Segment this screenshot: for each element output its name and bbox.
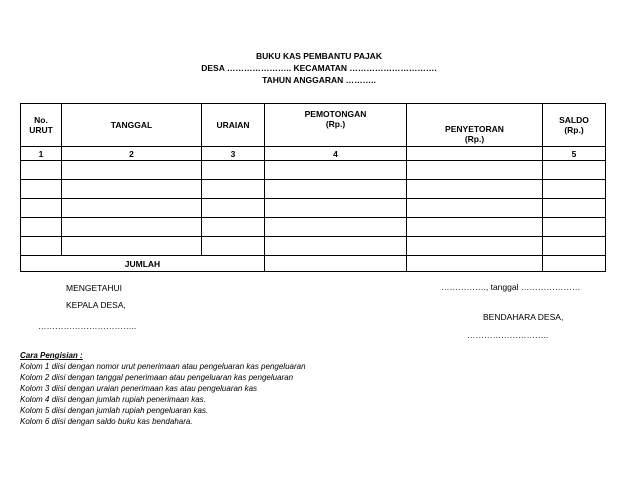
column-number: 4 (265, 147, 407, 161)
table-header-row (21, 104, 606, 147)
table-cell[interactable] (21, 218, 62, 237)
col-header-tanggal: TANGGAL (62, 104, 202, 147)
kepala-desa-signature-line: …………………………….. (38, 321, 137, 331)
table-cell[interactable] (407, 237, 543, 256)
table-cell[interactable] (265, 180, 407, 199)
total-row (21, 256, 606, 272)
table-cell[interactable] (21, 199, 62, 218)
table-cell[interactable] (543, 237, 606, 256)
column-number: 2 (62, 147, 202, 161)
table-cell[interactable] (407, 199, 543, 218)
table-cell[interactable] (543, 218, 606, 237)
table-row (21, 180, 606, 199)
table-cell[interactable] (62, 237, 202, 256)
table-row (21, 237, 606, 256)
instruction-line: Kolom 1 diisi dengan nomor urut penerimaan atau pengeluaran kas pengeluaran (20, 362, 306, 371)
table-cell[interactable] (407, 180, 543, 199)
mengetahui-label: MENGETAHUI (66, 283, 123, 293)
column-number: 1 (21, 147, 62, 161)
total-label: JUMLAH (21, 256, 265, 272)
instruction-line: Kolom 5 diisi dengan jumlah rupiah pengeluaran kas. (20, 406, 209, 415)
total-saldo-cell[interactable] (543, 256, 606, 272)
table-cell[interactable] (202, 218, 265, 237)
column-number (407, 147, 543, 161)
table-row (21, 218, 606, 237)
col-header-pemotongan: PEMOTONGAN (Rp.) (265, 104, 407, 147)
table-cell[interactable] (62, 161, 202, 180)
tahun-anggaran-line: TAHUN ANGGARAN ……….. (262, 75, 376, 85)
table-cell[interactable] (202, 180, 265, 199)
column-number: 3 (202, 147, 265, 161)
table-cell[interactable] (21, 237, 62, 256)
table-row (21, 161, 606, 180)
table-cell[interactable] (543, 161, 606, 180)
table-cell[interactable] (543, 199, 606, 218)
table-cell[interactable] (407, 218, 543, 237)
column-number-row (21, 147, 606, 161)
table-cell[interactable] (202, 161, 265, 180)
document-title: BUKU KAS PEMBANTU PAJAK (256, 51, 382, 61)
table-cell[interactable] (62, 199, 202, 218)
instruction-line: Kolom 4 diisi dengan jumlah rupiah penerimaan kas. (20, 395, 206, 404)
col-header-saldo: SALDO (Rp.) (543, 104, 606, 147)
col-header-penyetoran: PENYETORAN (Rp.) (407, 104, 543, 147)
instruction-line: Kolom 3 diisi dengan uraian penerimaan kas atau pengeluaran kas (20, 384, 258, 393)
table-cell[interactable] (202, 237, 265, 256)
table-cell[interactable] (543, 180, 606, 199)
table-cell[interactable] (265, 237, 407, 256)
ledger-table (20, 103, 606, 272)
bendahara-signature-line: ……………………….. (467, 330, 549, 340)
col-header-no-urut: No. URUT (21, 104, 62, 147)
instruction-line: Kolom 6 diisi dengan saldo buku kas bendahara. (20, 417, 193, 426)
col-header-uraian: URAIAN (202, 104, 265, 147)
table-row (21, 199, 606, 218)
kepala-desa-title: KEPALA DESA, (66, 300, 126, 310)
instructions-heading: Cara Pengisian : (20, 351, 83, 360)
total-penyetoran-cell[interactable] (407, 256, 543, 272)
table-cell[interactable] (21, 180, 62, 199)
bendahara-desa-title: BENDAHARA DESA, (483, 312, 564, 322)
table-cell[interactable] (265, 161, 407, 180)
table-cell[interactable] (62, 180, 202, 199)
table-cell[interactable] (21, 161, 62, 180)
place-date-line: ……………., tanggal ………………… (441, 282, 581, 292)
table-cell[interactable] (407, 161, 543, 180)
table-cell[interactable] (202, 199, 265, 218)
table-cell[interactable] (265, 199, 407, 218)
total-pemotongan-cell[interactable] (265, 256, 407, 272)
table-cell[interactable] (62, 218, 202, 237)
table-cell[interactable] (265, 218, 407, 237)
desa-kecamatan-line: DESA ………………….. KECAMATAN …………………………. (201, 63, 437, 73)
instruction-line: Kolom 2 diisi dengan tanggal penerimaan atau pengeluaran kas pengeluaran (20, 373, 294, 382)
column-number: 5 (543, 147, 606, 161)
